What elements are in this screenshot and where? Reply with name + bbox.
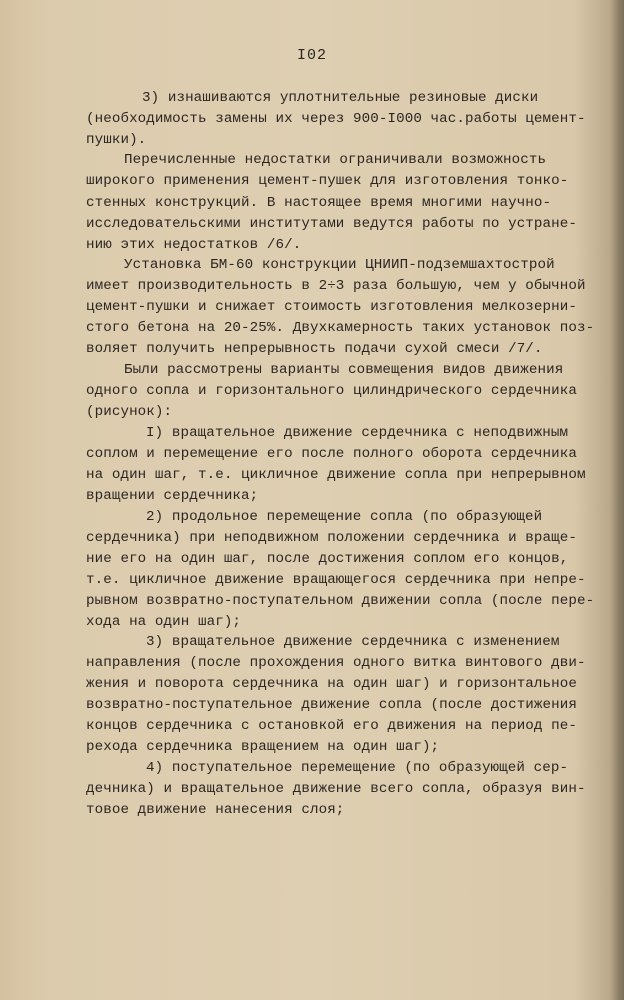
text-line: вращении сердечника; <box>86 488 259 504</box>
text-line: воляет получить непрерывность подачи сухой смеси /7/. <box>86 341 543 357</box>
text-line: Установка БМ-60 конструкции ЦНИИП-подземшахтострой <box>124 257 555 273</box>
text-line: пушки). <box>86 132 147 148</box>
text-line: рывном возвратно-поступательном движении сопла (после пере- <box>86 593 595 609</box>
text-line: 4) поступательное перемещение (по образующей сер- <box>146 760 569 776</box>
text-line: одного сопла и горизонтального цилиндрического сердечника <box>86 383 577 399</box>
text-line: Были рассмотрены варианты совмещения видов движения <box>124 362 564 378</box>
page-number: I02 <box>296 47 327 64</box>
text-line: (необходимость замены их через 900-I000 час.работы цемент- <box>86 111 586 127</box>
text-line: ние его на один шаг, после достижения соплом его концов, <box>86 551 569 567</box>
text-line: хода на один шаг); <box>86 614 242 630</box>
text-line: т.е. цикличное движение вращающегося сердечника при непре- <box>86 572 586 588</box>
text-line: концов сердечника с остановкой его движения на период пе- <box>86 718 577 734</box>
text-line: Перечисленные недостатки ограничивали возможность <box>124 152 547 168</box>
text-line: (рисунок): <box>86 404 173 420</box>
page-edge-shadow <box>610 0 624 1000</box>
text-line: 3) вращательное движение сердечника с изменением <box>146 634 560 650</box>
text-line: 3) изнашиваются уплотнительные резиновые диски <box>142 90 539 106</box>
text-line: широкого применения цемент-пушек для изготовления тонко- <box>86 173 569 189</box>
text-line: нию этих недостатков /6/. <box>86 237 302 253</box>
text-line: I) вращательное движение сердечника с неподвижным <box>146 425 569 441</box>
text-line: имеет производительность в 2÷3 раза большую, чем у обычной <box>86 278 586 294</box>
text-line: сердечника) при неподвижном положении сердечника и враще- <box>86 530 577 546</box>
text-line: 2) продольное перемещение сопла (по образующей <box>146 509 543 525</box>
text-line: стого бетона на 20-25%. Двухкамерность таких установок поз- <box>86 320 595 336</box>
text-line: исследовательскими институтами ведутся работы по устране- <box>86 216 577 232</box>
text-line: направления (после прохождения одного витка винтового дви- <box>86 655 586 671</box>
text-line: жения и поворота сердечника на один шаг) и горизонтальное <box>86 676 577 692</box>
text-line: на один шаг, т.е. цикличное движение сопла при непрерывном <box>86 467 586 483</box>
text-line: соплом и перемещение его после полного оборота сердечника <box>86 446 577 462</box>
text-line: дечника) и вращательное движение всего сопла, образуя вин- <box>86 781 586 797</box>
text-line: товое движение нанесения слоя; <box>86 802 345 818</box>
text-line: цемент-пушки и снижает стоимость изготовления мелкозерни- <box>86 299 577 315</box>
text-line: рехода сердечника вращением на один шаг); <box>86 739 440 755</box>
text-line: возвратно-поступательное движение сопла (после достижения <box>86 697 577 713</box>
text-line: стенных конструкций. В настоящее время многими научно- <box>86 195 552 211</box>
